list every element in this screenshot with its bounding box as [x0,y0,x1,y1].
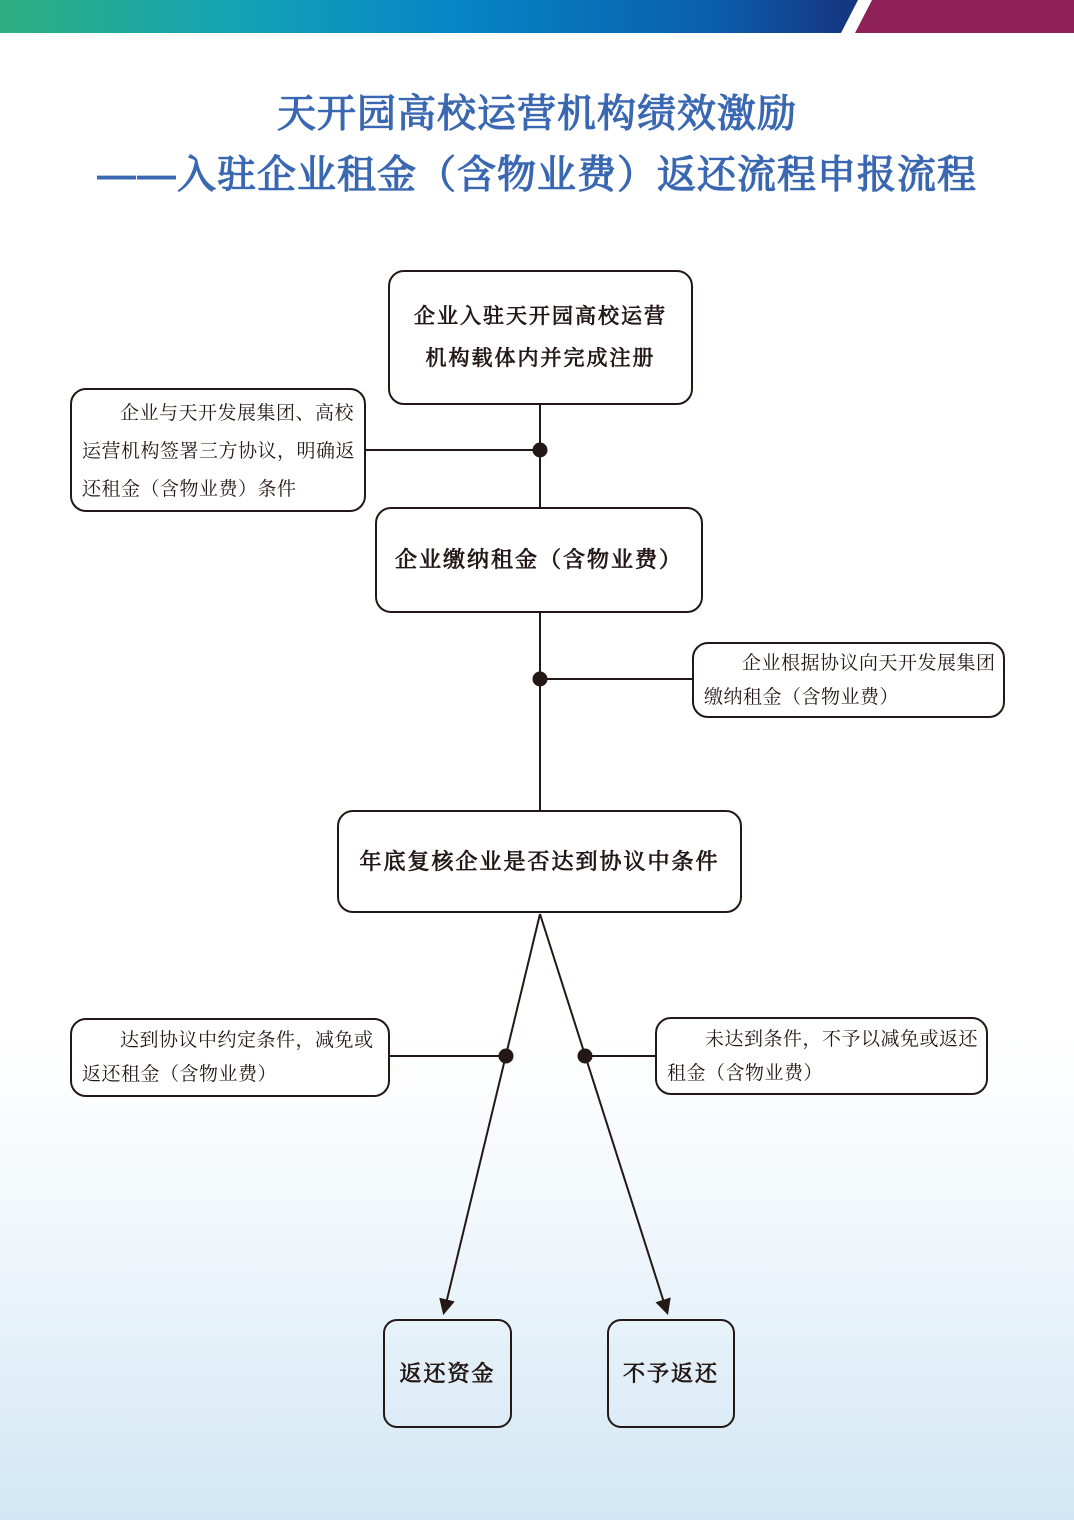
node-refund-funds [383,1319,512,1428]
page-title-line1: 天开园高校运营机构绩效激励 [276,93,797,136]
node-text-line: 返还资金 [399,1360,496,1386]
junction-dot-condition-not-met [578,1049,593,1064]
connector-review-to-norefund [540,914,667,1312]
annotation-text-line: 还租金（含物业费）条件 [82,479,297,500]
page-title-line2: ——入驻企业租金（含物业费）返还流程申报流程 [96,154,977,197]
annotation-text-line: 企业与天开发展集团、高校 [120,403,355,424]
annotation-text-line: 未达到条件，不予以减免或返还 [705,1029,979,1050]
junction-dot-condition-met [499,1049,514,1064]
annotation-text-line: 租金（含物业费） [667,1063,824,1084]
annotation-tripartite-agreement [70,388,366,512]
node-no-refund [607,1319,735,1428]
junction-dot-agreement [533,443,548,458]
node-pay-rent [375,507,703,613]
annotation-text-line: 运营机构签署三方协议，明确返 [82,441,356,462]
connector-review-to-refund [444,914,540,1312]
annotation-text-line: 达到协议中约定条件，减免或 [120,1030,374,1051]
node-text-line: 机构载体内并完成注册 [425,346,656,370]
annotation-text-line: 企业根据协议向天开发展集团 [742,653,996,674]
node-text-line: 不予返还 [622,1360,719,1386]
node-enterprise-register [388,270,693,405]
annotation-condition-not-met [655,1017,988,1095]
junction-dot-pay-note [533,672,548,687]
node-text-line: 年底复核企业是否达到协议中条件 [359,848,720,874]
annotation-condition-met [70,1018,390,1097]
annotation-text-line: 返还租金（含物业费） [82,1064,278,1085]
annotation-text-line: 缴纳租金（含物业费） [704,687,900,708]
node-year-end-review [337,810,742,913]
node-text-line: 企业入驻天开园高校运营 [414,304,667,328]
node-text-line: 企业缴纳租金（含物业费） [394,547,683,572]
annotation-pay-per-agreement [692,642,1005,718]
